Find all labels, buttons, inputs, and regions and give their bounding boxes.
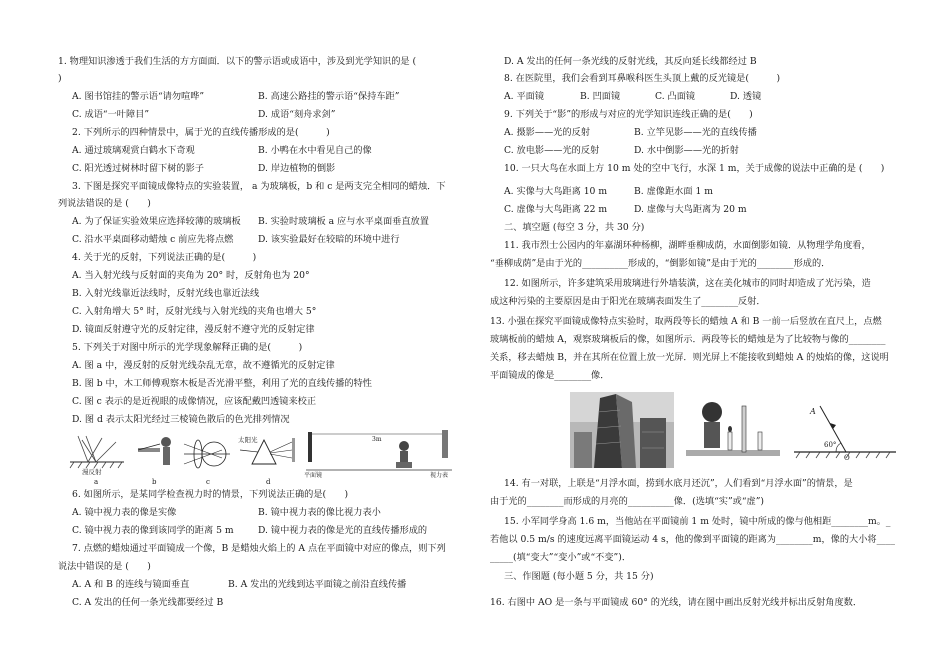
q13-stem-cont-1: 玻璃板前的蜡烛 A，观察玻璃板后的像，如图所示．两段等长的蜡烛是为了比较物与像的________ xyxy=(490,334,886,345)
q4-option-d: D. 镜面反射遵守光的反射定律，漫反射不遵守光的反射定律 xyxy=(72,324,315,335)
q5-stem: 5. 下列关于对图中所示的光学现象解释正确的是( ) xyxy=(72,342,303,353)
q1-stem: 1. 物理知识渗透于我们生活的方方面面．以下的警示语或成语中，涉及到光学知识的是 ( xyxy=(58,56,417,67)
q14-stem: 14. 有一对联，上联是“月浮水面，捞到水底月还沉”，人们看到“月浮水面”的情景，是 xyxy=(504,478,853,489)
q6-option-c: C. 镜中视力表的像到该同学的距离 5 m xyxy=(72,525,234,536)
q4-option-c: C. 入射角增大 5° 时，反射光线与入射光线的夹角也增大 5° xyxy=(72,306,317,317)
q8-option-c: C. 凸面镜 xyxy=(655,91,696,102)
fig-a-text: 漫反射 xyxy=(82,468,102,476)
q1-option-d: D. 成语“刻舟求剑” xyxy=(258,109,336,120)
q10-option-c: C. 虚像与大鸟距离 22 m xyxy=(504,204,608,215)
q15-stem-cont-1: 若他以 0.5 m/s 的速度远离平面镜运动 4 s，他的像到平面镜的距离为________m，像的大小将____ xyxy=(490,534,895,545)
q4-stem: 4. 关于光的反射，下列说法正确的是( ) xyxy=(72,252,257,263)
q5-figure-a xyxy=(68,432,126,486)
q13-stem: 13. 小强在探究平面镜成像特点实验时，取两段等长的蜡烛 A 和 B 一前一后竖放在直尺上，点燃 xyxy=(490,316,882,327)
q10-stem: 10. 一只大鸟在水面上方 10 m 处的空中飞行，水深 1 m，关于成像的说法中正确的是 ( ) xyxy=(504,163,885,174)
q15-stem: 15. 小军同学身高 1.6 m，当他站在平面镜前 1 m 处时，镜中所成的像与他相距________m。_ xyxy=(504,516,891,527)
q2-option-c: C. 阳光透过树林时留下树的影子 xyxy=(72,163,204,174)
q6-option-a: A. 镜中视力表的像是实像 xyxy=(72,507,177,518)
q13-stem-cont-2: 关系，移去蜡烛 B，并在其所在位置上放一光屏．则光屏上不能接收到蜡烛 A 的烛焰的像，这说明 xyxy=(490,352,889,363)
q3-stem: 3. 下图是探究平面镜成像特点的实验装置， a 为玻璃板，b 和 c 是两支完全相同的蜡烛．下 xyxy=(72,181,446,192)
q8-option-d: D. 透镜 xyxy=(730,91,762,102)
q15-stem-cont-2: _____(填“变大”“变小”或“不变”)． xyxy=(490,552,632,563)
fig-c-caption: c xyxy=(206,478,210,486)
q16-ray-figure xyxy=(790,394,900,466)
q13-candle-figure xyxy=(686,392,780,468)
ray-label-a: A xyxy=(810,407,816,416)
eye-distance-label: 3m xyxy=(372,436,382,443)
q4-option-b: B. 入射光线靠近法线时，反射光线也靠近法线 xyxy=(72,288,260,299)
q2-stem: 2. 下列所示的四种情景中，属于光的直线传播形成的是( ) xyxy=(72,127,330,138)
q5-option-c: C. 图 c 表示的是近视眼的成像情况，应该配戴凹透镜来校正 xyxy=(72,396,317,407)
q12-stem: 12. 如图所示，许多建筑采用玻璃进行外墙装潢，这在美化城市的同时却造成了光污染，造 xyxy=(504,278,871,289)
q3-option-d: D. 该实验最好在较暗的环境中进行 xyxy=(258,234,400,245)
q16-stem: 16. 右图中 AO 是一条与平面镜成 60° 的光线，请在图中画出反射光线并标出反射角度数． xyxy=(490,597,863,608)
q1-option-c: C. 成语“一叶障目” xyxy=(72,109,150,120)
ray-angle-label: 60° xyxy=(824,441,837,449)
q11-stem-cont: “垂柳成荫”是由于光的__________形成的，“倒影如镜”是由于光的________形成的． xyxy=(490,258,831,269)
q6-option-d: D. 镜中视力表的像是光的直线传播形成的 xyxy=(258,525,428,536)
q11-stem: 11. 我市烈士公园内的年嘉湖环种杨柳，湖畔垂柳成荫，水面倒影如镜．从物理学角度看， xyxy=(504,240,871,251)
q1-option-a: A. 图书馆挂的警示语“请勿喧哗” xyxy=(72,91,205,102)
q5-figure-c xyxy=(182,432,232,486)
q3-option-c: C. 沿水平桌面移动蜡烛 c 前应先将点燃 xyxy=(72,234,234,245)
q6-eye-test-figure xyxy=(304,428,454,478)
q5-figure-d xyxy=(238,432,298,486)
q9-option-a: A. 摄影——光的反射 xyxy=(504,127,590,138)
q5-option-b: B. 图 b 中，木工师傅观察木板是否光滑平整，利用了光的直线传播的特性 xyxy=(72,378,372,389)
q9-stem: 9. 下列关于“影”的形成与对应的光学知识连线正确的是( ) xyxy=(504,109,753,120)
q3-stem-cont: 列说法错误的是 ( ) xyxy=(58,198,151,209)
q7-stem: 7. 点燃的蜡烛通过平面镜成一个像，B 是蜡烛火焰上的 A 点在平面镜中对应的像点，则下列 xyxy=(72,543,446,554)
q5-option-d: D. 图 d 表示太阳光经过三棱镜色散后的色光排列情况 xyxy=(72,414,290,425)
q9-option-b: B. 立竿见影——光的直线传播 xyxy=(634,127,757,138)
eye-mirror-label: 平面镜 xyxy=(304,472,323,479)
q6-option-b: B. 镜中视力表的像比视力表小 xyxy=(258,507,381,518)
eye-chart-label: 视力表 xyxy=(430,472,449,479)
q1-stem-cont: ) xyxy=(58,73,62,84)
q12-building-photo xyxy=(570,392,674,468)
fig-d-sun: 太阳光 xyxy=(238,436,258,444)
q10-option-b: B. 虚像距水面 1 m xyxy=(634,186,713,197)
q7-stem-cont: 说法中错误的是 ( ) xyxy=(58,561,151,572)
q12-stem-cont: 成这种污染的主要原因是由于阳光在玻璃表面发生了________反射． xyxy=(490,296,766,307)
q10-option-a: A. 实像与大鸟距离 10 m xyxy=(504,186,608,197)
q8-option-a: A. 平面镜 xyxy=(504,91,545,102)
q3-option-b: B. 实验时玻璃板 a 应与水平桌面垂直放置 xyxy=(258,216,429,227)
q10-option-d: D. 虚像与大鸟距离为 20 m xyxy=(634,204,747,215)
q2-option-b: B. 小鸭在水中看见自己的像 xyxy=(258,145,372,156)
q7-option-b: B. A 发出的光线到达平面镜之前沿直线传播 xyxy=(228,579,407,590)
section-3-heading: 三、作图题 (每小题 5 分，共 15 分) xyxy=(504,571,654,582)
fig-d-caption: d xyxy=(266,478,271,486)
q13-stem-cont-3: 平面镜成的像是________像． xyxy=(490,370,610,381)
q2-option-a: A. 通过玻璃观赏白鹤水下奇观 xyxy=(72,145,195,156)
q7-option-a: A. A 和 B 的连线与镜面垂直 xyxy=(72,579,190,590)
q7-option-d: D. A 发出的任何一条光线的反射光线，其反向延长线都经过 B xyxy=(504,56,757,67)
q9-option-c: C. 放电影——光的反射 xyxy=(504,145,600,156)
q8-option-b: B. 凹面镜 xyxy=(580,91,621,102)
q6-stem: 6. 如图所示，是某同学检查视力时的情景，下列说法正确的是( ) xyxy=(72,489,349,500)
fig-a-caption: a xyxy=(94,478,99,486)
q4-option-a: A. 当入射光线与反射面的夹角为 20° 时，反射角也为 20° xyxy=(72,270,310,281)
q3-option-a: A. 为了保证实验效果应选择较薄的玻璃板 xyxy=(72,216,241,227)
q2-option-d: D. 岸边植物的倒影 xyxy=(258,163,336,174)
ray-label-o: O xyxy=(844,454,850,462)
q9-option-d: D. 水中倒影——光的折射 xyxy=(634,145,739,156)
q1-option-b: B. 高速公路挂的警示语“保持车距” xyxy=(258,91,400,102)
q5-option-a: A. 图 a 中，漫反射的反射光线杂乱无章，故不遵循光的反射定律 xyxy=(72,360,335,371)
q14-stem-cont: 由于光的________而形成的月亮的__________像．(选填“实”或“虚”) xyxy=(490,496,765,507)
q8-stem: 8. 在医院里，我们会看到耳鼻喉科医生头顶上戴的反光镜是( ) xyxy=(504,73,781,84)
section-2-heading: 二、填空题 (每空 3 分，共 30 分) xyxy=(504,222,645,233)
fig-b-caption: b xyxy=(152,478,157,486)
q5-figure-b xyxy=(134,432,174,486)
q7-option-c: C. A 发出的任何一条光线都要经过 B xyxy=(72,597,224,608)
